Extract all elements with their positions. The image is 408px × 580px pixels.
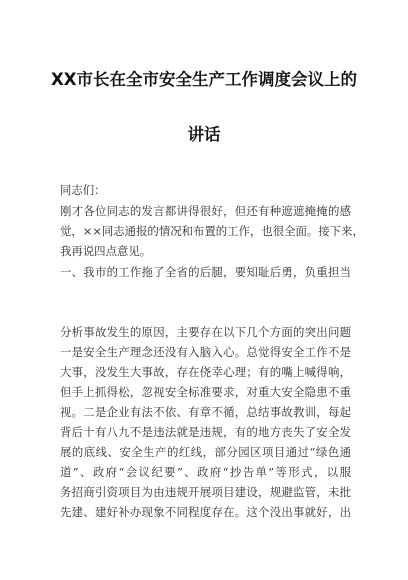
paragraph-line: 分析事故发生的原因，主要存在以下几个方面的突出问题 (60, 325, 351, 339)
section-heading: 一、我市的工作拖了全省的后腿，要知耻后勇，负重担当 (60, 265, 351, 279)
paragraph-line: 道”、政府“会议纪要”、政府“抄告单”等形式，以服 (60, 465, 351, 479)
paragraph-line: 大事，没发生大事故，存在侥幸心理；有的嘴上喊得响， (60, 365, 351, 379)
paragraph-line: 我再说四点意见。 (60, 244, 152, 258)
paragraph-line: 展的底线、安全生产的红线，部分园区项目通过“绿色通 (60, 445, 351, 459)
salutation: 同志们： (60, 183, 106, 197)
paragraph-line: 背后十有八九不是违法就是违规，有的地方丧失了安全发 (60, 425, 351, 439)
paragraph-line: 但手上抓得松，忽视安全标准要求，对重大安全隐患不重 (60, 385, 351, 399)
paragraph-line: 视。二是企业有法不依、有章不循，总结事故教训，每起 (60, 405, 351, 419)
paragraph-line: 觉，××同志通报的情况和布置的工作，也很全面。接下来， (60, 224, 364, 238)
paragraph-line: 一是安全生产理念还没有入脑入心。总觉得安全工作不是 (60, 345, 351, 359)
document-title-line-1: XX市长在全市安全生产工作调度会议上的 (51, 70, 357, 89)
document-title-line-2: 讲话 (187, 125, 221, 144)
paragraph-line: 先建、建好补办现象不同程度存在。这个没出事就好，出 (60, 505, 351, 519)
paragraph-line: 刚才各位同志的发言都讲得很好，但还有种遮遮掩掩的感 (60, 204, 351, 218)
paragraph-line: 务招商引资项目为由违规开展项目建设，规避监管，未批 (60, 485, 351, 499)
